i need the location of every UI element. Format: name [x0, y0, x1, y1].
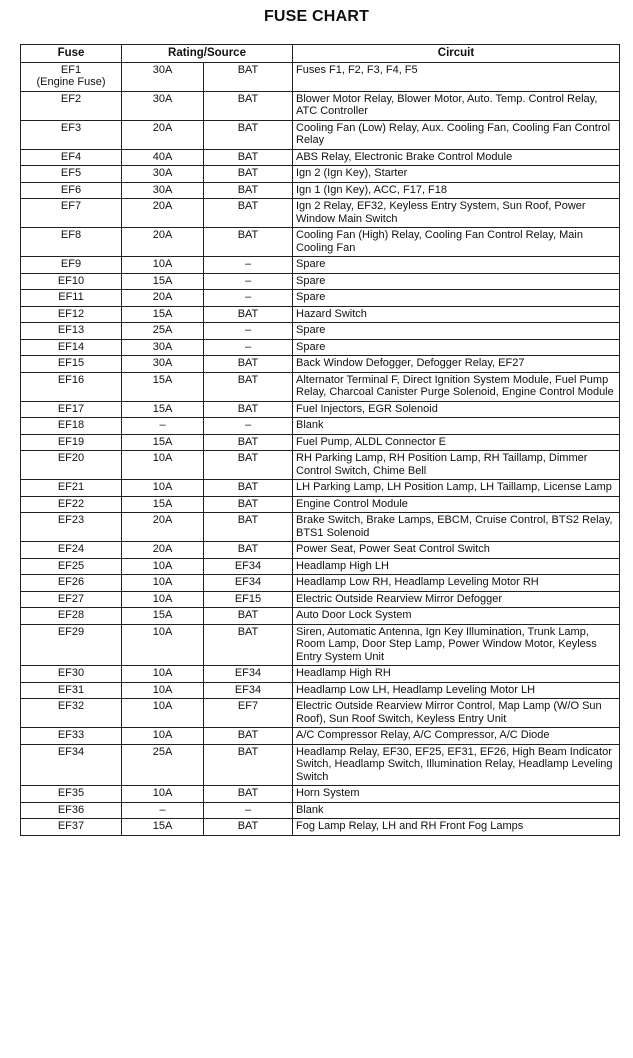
rating-cell: 30A — [122, 91, 204, 120]
fuse-cell — [21, 62, 122, 91]
table-row — [21, 166, 620, 183]
fuse-cell — [21, 323, 122, 340]
fuse-cell — [21, 624, 122, 666]
table-row — [21, 802, 620, 819]
table-row — [21, 542, 620, 559]
fuse-id: EF6 — [60, 183, 82, 196]
rating-cell: 30A — [122, 62, 204, 91]
source-cell: BAT — [204, 451, 293, 480]
fuse-id: EF4 — [60, 150, 82, 163]
fuse-id: EF14 — [57, 340, 85, 353]
circuit-cell: Power Seat, Power Seat Control Switch — [293, 542, 620, 559]
circuit-cell: Alternator Terminal F, Direct Ignition System Module, Fuel Pump Relay, Charcoal Canister Purge Solenoid, Engine Control Module — [293, 372, 620, 401]
circuit-cell: Headlamp High RH — [293, 666, 620, 683]
fuse-cell — [21, 558, 122, 575]
fuse-cell — [21, 356, 122, 373]
fuse-id: EF3 — [60, 121, 82, 134]
source-cell: – — [204, 290, 293, 307]
source-cell: BAT — [204, 166, 293, 183]
rating-cell: 30A — [122, 356, 204, 373]
source-cell: BAT — [204, 434, 293, 451]
table-row — [21, 356, 620, 373]
source-cell: BAT — [204, 372, 293, 401]
fuse-id: EF16 — [57, 373, 85, 386]
fuse-cell — [21, 149, 122, 166]
rating-cell: 20A — [122, 199, 204, 228]
fuse-cell — [21, 666, 122, 683]
circuit-cell: Headlamp Low LH, Headlamp Leveling Motor LH — [293, 682, 620, 699]
table-row — [21, 728, 620, 745]
table-row — [21, 434, 620, 451]
source-cell: – — [204, 418, 293, 435]
fuse-cell — [21, 339, 122, 356]
circuit-cell: Cooling Fan (Low) Relay, Aux. Cooling Fan, Cooling Fan Control Relay — [293, 120, 620, 149]
fuse-cell — [21, 496, 122, 513]
fuse-cell — [21, 682, 122, 699]
table-row — [21, 339, 620, 356]
fuse-id: EF35 — [57, 787, 85, 799]
circuit-cell: Headlamp Relay, EF30, EF25, EF31, EF26, High Beam Indicator Switch, Headlamp Switch, Illumination Relay, Headlamp Leveling Switch — [293, 744, 620, 786]
fuse-cell — [21, 166, 122, 183]
source-cell: – — [204, 802, 293, 819]
table-row — [21, 228, 620, 257]
table-row — [21, 451, 620, 480]
rating-cell: 10A — [122, 591, 204, 608]
circuit-cell: LH Parking Lamp, LH Position Lamp, LH Taillamp, License Lamp — [293, 480, 620, 497]
fuse-note: (Engine Fuse) — [36, 76, 106, 88]
header-fuse: Fuse — [21, 45, 122, 63]
circuit-cell: Fuel Injectors, EGR Solenoid — [293, 401, 620, 418]
table-row — [21, 558, 620, 575]
rating-cell: 40A — [122, 149, 204, 166]
fuse-id: EF11 — [58, 291, 84, 303]
fuse-id: EF36 — [57, 803, 85, 816]
circuit-cell: Fog Lamp Relay, LH and RH Front Fog Lamps — [293, 819, 620, 836]
table-row — [21, 290, 620, 307]
circuit-cell: Fuel Pump, ALDL Connector E — [293, 434, 620, 451]
fuse-cell — [21, 290, 122, 307]
source-cell: EF34 — [204, 558, 293, 575]
circuit-cell: Ign 2 Relay, EF32, Keyless Entry System, Sun Roof, Power Window Main Switch — [293, 199, 620, 228]
rating-cell: 20A — [122, 513, 204, 542]
rating-cell: 10A — [122, 558, 204, 575]
table-row — [21, 496, 620, 513]
table-header-row — [21, 45, 620, 63]
fuse-id: EF13 — [57, 324, 85, 336]
table-row — [21, 182, 620, 199]
fuse-cell — [21, 273, 122, 290]
source-cell: BAT — [204, 199, 293, 228]
table-row — [21, 819, 620, 836]
header-rating-source: Rating/Source — [122, 45, 293, 63]
source-cell: BAT — [204, 356, 293, 373]
fuse-cell — [21, 199, 122, 228]
fuse-cell — [21, 786, 122, 803]
fuse-cell — [21, 608, 122, 625]
fuse-cell — [21, 228, 122, 257]
source-cell: BAT — [204, 480, 293, 497]
fuse-rows — [21, 62, 620, 835]
circuit-cell: Ign 2 (Ign Key), Starter — [293, 166, 620, 183]
fuse-cell — [21, 591, 122, 608]
circuit-cell: Blank — [293, 418, 620, 435]
circuit-cell: Spare — [293, 323, 620, 340]
rating-cell: 10A — [122, 451, 204, 480]
source-cell: EF34 — [204, 682, 293, 699]
circuit-cell: A/C Compressor Relay, A/C Compressor, A/C Diode — [293, 728, 620, 745]
table-row — [21, 575, 620, 592]
rating-cell: 30A — [122, 339, 204, 356]
circuit-cell: Hazard Switch — [293, 306, 620, 323]
table-row — [21, 480, 620, 497]
source-cell: BAT — [204, 513, 293, 542]
source-cell: – — [204, 323, 293, 340]
header-circuit: Circuit — [293, 45, 620, 63]
fuse-cell — [21, 542, 122, 559]
table-row — [21, 62, 620, 91]
rating-cell: 20A — [122, 228, 204, 257]
fuse-id: EF26 — [57, 576, 85, 588]
fuse-cell — [21, 434, 122, 451]
table-row — [21, 372, 620, 401]
source-cell: BAT — [204, 149, 293, 166]
page-title: FUSE CHART — [263, 8, 370, 25]
fuse-id: EF24 — [57, 543, 85, 555]
rating-cell: – — [122, 802, 204, 819]
circuit-cell: Headlamp Low RH, Headlamp Leveling Motor RH — [293, 575, 620, 592]
circuit-cell: RH Parking Lamp, RH Position Lamp, RH Taillamp, Dimmer Control Switch, Chime Bell — [293, 451, 620, 480]
circuit-cell: Headlamp High LH — [293, 558, 620, 575]
circuit-cell: Auto Door Lock System — [293, 608, 620, 625]
table-row — [21, 120, 620, 149]
fuse-id: EF25 — [57, 559, 85, 572]
source-cell: – — [204, 273, 293, 290]
source-cell: – — [204, 257, 293, 274]
fuse-cell — [21, 306, 122, 323]
circuit-cell: Brake Switch, Brake Lamps, EBCM, Cruise Control, BTS2 Relay, BTS1 Solenoid — [293, 513, 620, 542]
source-cell: BAT — [204, 786, 293, 803]
source-cell: BAT — [204, 62, 293, 91]
table-row — [21, 273, 620, 290]
circuit-cell: Spare — [293, 290, 620, 307]
circuit-cell: Spare — [293, 339, 620, 356]
source-cell: – — [204, 339, 293, 356]
circuit-cell: Blank — [293, 802, 620, 819]
fuse-cell — [21, 513, 122, 542]
rating-cell: 10A — [122, 682, 204, 699]
fuse-cell — [21, 802, 122, 819]
rating-cell: 20A — [122, 120, 204, 149]
fuse-cell — [21, 728, 122, 745]
fuse-id: EF31 — [57, 683, 85, 696]
rating-cell: 10A — [122, 786, 204, 803]
rating-cell: 10A — [122, 575, 204, 592]
circuit-cell: Back Window Defogger, Defogger Relay, EF27 — [293, 356, 620, 373]
rating-cell: 15A — [122, 608, 204, 625]
table-row — [21, 91, 620, 120]
rating-cell: 15A — [122, 819, 204, 836]
fuse-cell — [21, 257, 122, 274]
table-row — [21, 199, 620, 228]
table-row — [21, 786, 620, 803]
circuit-cell: ABS Relay, Electronic Brake Control Module — [293, 149, 620, 166]
fuse-cell — [21, 575, 122, 592]
fuse-id: EF17 — [57, 402, 85, 415]
fuse-id: EF2 — [60, 92, 82, 105]
source-cell: EF34 — [204, 666, 293, 683]
table-row — [21, 306, 620, 323]
source-cell: BAT — [204, 401, 293, 418]
circuit-cell: Spare — [293, 273, 620, 290]
fuse-id: EF34 — [57, 745, 85, 758]
rating-cell: 20A — [122, 542, 204, 559]
fuse-id: EF5 — [60, 167, 82, 179]
table-row — [21, 744, 620, 786]
fuse-id: EF30 — [57, 667, 85, 679]
table-row — [21, 624, 620, 666]
table-row — [21, 418, 620, 435]
source-cell: EF7 — [204, 699, 293, 728]
fuse-id: EF23 — [57, 514, 85, 526]
source-cell: BAT — [204, 542, 293, 559]
fuse-cell — [21, 699, 122, 728]
table-row — [21, 257, 620, 274]
rating-cell: 10A — [122, 257, 204, 274]
rating-cell: 10A — [122, 624, 204, 666]
rating-cell: 25A — [122, 744, 204, 786]
fuse-id: EF28 — [57, 609, 85, 621]
rating-cell: 15A — [122, 306, 204, 323]
fuse-id: EF20 — [57, 452, 85, 464]
source-cell: BAT — [204, 120, 293, 149]
fuse-id: EF15 — [57, 357, 85, 369]
rating-cell: 10A — [122, 666, 204, 683]
fuse-cell — [21, 120, 122, 149]
rating-cell: 15A — [122, 434, 204, 451]
fuse-cell — [21, 401, 122, 418]
fuse-id: EF27 — [57, 592, 85, 605]
fuse-id: EF21 — [57, 481, 85, 493]
fuse-id: EF18 — [57, 419, 85, 431]
source-cell: EF15 — [204, 591, 293, 608]
source-cell: BAT — [204, 608, 293, 625]
fuse-id: EF22 — [57, 497, 85, 510]
table-row — [21, 149, 620, 166]
fuse-id: EF8 — [60, 229, 82, 241]
fuse-cell — [21, 480, 122, 497]
fuse-id: EF19 — [57, 435, 85, 448]
fuse-cell — [21, 819, 122, 836]
table-row — [21, 401, 620, 418]
table-row — [21, 608, 620, 625]
rating-cell: 30A — [122, 166, 204, 183]
rating-cell: 15A — [122, 273, 204, 290]
circuit-cell: Electric Outside Rearview Mirror Control, Map Lamp (W/O Sun Roof), Sun Roof Switch, Keyless Entry Unit — [293, 699, 620, 728]
rating-cell: 25A — [122, 323, 204, 340]
circuit-cell: Electric Outside Rearview Mirror Defogger — [293, 591, 620, 608]
circuit-cell: Ign 1 (Ign Key), ACC, F17, F18 — [293, 182, 620, 199]
source-cell: BAT — [204, 306, 293, 323]
fuse-id: EF29 — [57, 625, 85, 638]
table-row — [21, 591, 620, 608]
rating-cell: – — [122, 418, 204, 435]
circuit-cell: Horn System — [293, 786, 620, 803]
circuit-cell: Engine Control Module — [293, 496, 620, 513]
circuit-cell: Siren, Automatic Antenna, Ign Key Illumination, Trunk Lamp, Room Lamp, Door Step Lamp, Power Window Motor, Keyless Entry System Unit — [293, 624, 620, 666]
rating-cell: 15A — [122, 496, 204, 513]
rating-cell: 10A — [122, 699, 204, 728]
circuit-cell: Blower Motor Relay, Blower Motor, Auto. Temp. Control Relay, ATC Controller — [293, 91, 620, 120]
fuse-cell — [21, 744, 122, 786]
rating-cell: 15A — [122, 401, 204, 418]
table-row — [21, 323, 620, 340]
source-cell: BAT — [204, 728, 293, 745]
source-cell: BAT — [204, 624, 293, 666]
fuse-id: EF7 — [60, 200, 82, 212]
circuit-cell: Fuses F1, F2, F3, F4, F5 — [293, 62, 620, 91]
fuse-cell — [21, 91, 122, 120]
fuse-id: EF32 — [57, 700, 85, 712]
source-cell: EF34 — [204, 575, 293, 592]
source-cell: BAT — [204, 496, 293, 513]
fuse-id: EF10 — [57, 274, 85, 287]
source-cell: BAT — [204, 744, 293, 786]
fuse-id: EF1 — [60, 63, 82, 76]
fuse-id: EF37 — [57, 820, 85, 832]
fuse-id: EF9 — [60, 258, 82, 270]
table-row — [21, 666, 620, 683]
table-row — [21, 513, 620, 542]
source-cell: BAT — [204, 819, 293, 836]
fuse-cell — [21, 451, 122, 480]
fuse-cell — [21, 372, 122, 401]
rating-cell: 30A — [122, 182, 204, 199]
fuse-chart-table — [20, 44, 620, 836]
fuse-id: EF12 — [57, 307, 85, 320]
rating-cell: 15A — [122, 372, 204, 401]
rating-cell: 10A — [122, 728, 204, 745]
circuit-cell: Cooling Fan (High) Relay, Cooling Fan Control Relay, Main Cooling Fan — [293, 228, 620, 257]
circuit-cell: Spare — [293, 257, 620, 274]
rating-cell: 20A — [122, 290, 204, 307]
rating-cell: 10A — [122, 480, 204, 497]
fuse-cell — [21, 418, 122, 435]
source-cell: BAT — [204, 228, 293, 257]
fuse-cell — [21, 182, 122, 199]
source-cell: BAT — [204, 182, 293, 199]
source-cell: BAT — [204, 91, 293, 120]
fuse-id: EF33 — [57, 729, 85, 741]
table-row — [21, 699, 620, 728]
table-row — [21, 682, 620, 699]
